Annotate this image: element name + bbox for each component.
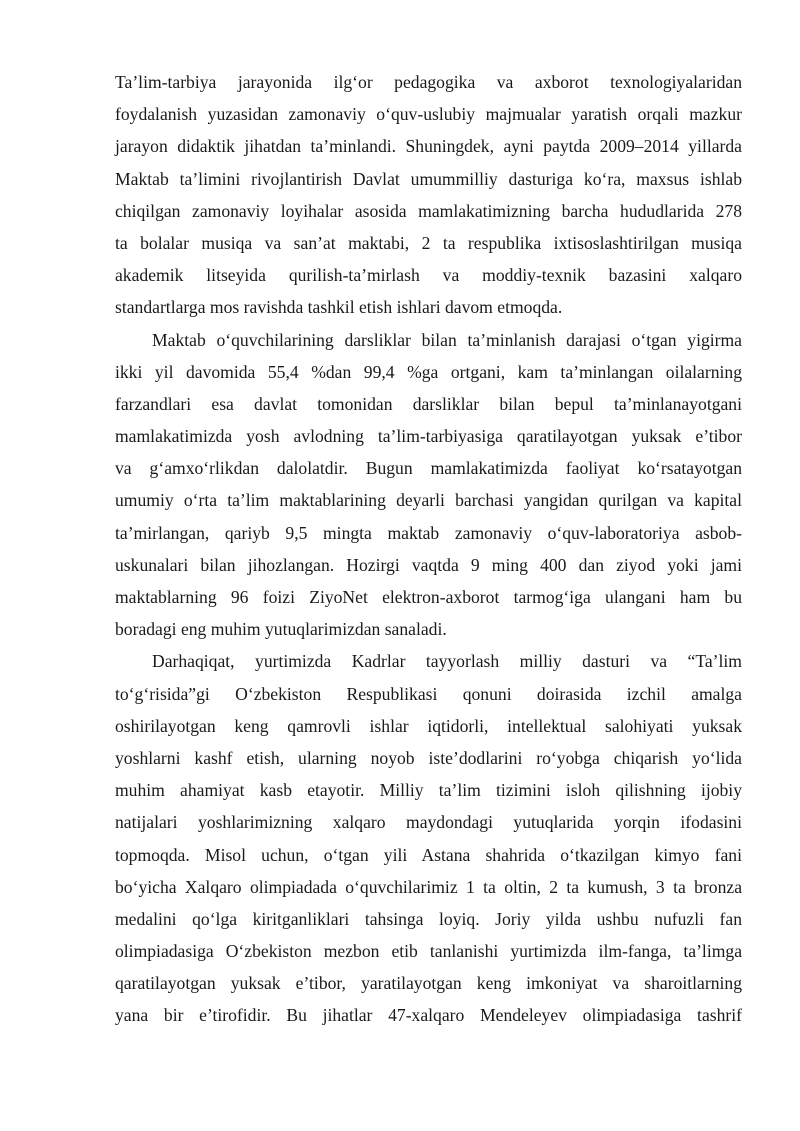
text-line: Darhaqiqat, yurtimizda Kadrlar tayyorlash milliy dasturi va “Ta’lim <box>152 651 742 672</box>
paragraph <box>115 324 742 646</box>
text-line: Ta’lim-tarbiya jarayonida ilg‘or pedagogika va axborot texnologiyalaridan <box>115 72 742 92</box>
text-line: olimpiadasiga O‘zbekiston mezbon etib tanlanishi yurtimizda ilm-fanga, ta’limga <box>115 941 742 962</box>
text-line: to‘g‘risida”gi O‘zbekiston Respublikasi qonuni doirasida izchil amalga <box>115 683 742 704</box>
text-line: uskunalari bilan jihozlangan. Hozirgi vaqtda 9 ming 400 dan ziyod yoki jami <box>115 554 742 575</box>
text-line: yana bir e’tirofidir. Bu jihatlar 47-xalqaro Mendeleyev olimpiadasiga tashrif <box>115 1005 742 1026</box>
text-line: natijalari yoshlarimizning xalqaro maydondagi yutuqlarida yorqin ifodasini <box>115 812 742 833</box>
text-line: Maktab ta’limini rivojlantirish Davlat umummilliy dasturiga ko‘ra, maxsus ishlab <box>115 168 742 189</box>
text-line: va g‘amxo‘rlikdan dalolatdir. Bugun mamlakatimizda faoliyat ko‘rsatayotgan <box>115 458 742 479</box>
text-line: muhim ahamiyat kasb etayotir. Milliy ta’lim tizimini isloh qilishning ijobiy <box>115 780 742 801</box>
text-line: mamlakatimizda yosh avlodning ta’lim-tarbiyasiga qaratilayotgan yuksak e’tibor <box>115 426 742 447</box>
text-line: ta’mirlangan, qariyb 9,5 mingta maktab zamonaviy o‘quv-laboratoriya asbob- <box>115 522 742 543</box>
text-line: qaratilayotgan yuksak e’tibor, yaratilayotgan keng imkoniyat va sharoitlarning <box>115 973 742 994</box>
text-line: Maktab o‘quvchilarining darsliklar bilan ta’minlanish darajasi o‘tgan yigirma <box>152 329 742 350</box>
text-line: medalini qo‘lga kiritganliklari tahsinga loyiq. Joriy yilda ushbu nufuzli fan <box>115 908 742 929</box>
paragraph <box>115 645 742 1031</box>
text-line: ta bolalar musiqa va san’at maktabi, 2 ta respublika ixtisoslashtirilgan musiqa <box>115 232 742 253</box>
text-line: maktablarning 96 foizi ZiyoNet elektron-axborot tarmog‘iga ulangani ham bu <box>115 587 742 607</box>
document-page <box>115 66 742 1032</box>
text-line: yoshlarni kashf etish, ularning noyob iste’dodlarini ro‘yobga chiqarish yo‘lida <box>115 747 742 768</box>
text-line: bo‘yicha Xalqaro olimpiadada o‘quvchilarimiz 1 ta oltin, 2 ta kumush, 3 ta bronza <box>115 876 742 897</box>
text-line: jarayon didaktik jihatdan ta’minlandi. Shuningdek, ayni paytda 2009–2014 yillarda <box>115 136 742 157</box>
text-line: akademik litseyida qurilish-ta’mirlash va moddiy-texnik bazasini xalqaro <box>115 265 742 286</box>
text-line: chiqilgan zamonaviy loyihalar asosida mamlakatimizning barcha hududlarida 278 <box>115 200 742 221</box>
text-line: standartlarga mos ravishda tashkil etish ishlari davom etmoqda. <box>115 297 563 318</box>
text-line: boradagi eng muhim yutuqlarimizdan sanaladi. <box>115 619 447 640</box>
text-line: umumiy o‘rta ta’lim maktablarining deyarli barchasi yangidan qurilgan va kapital <box>115 490 742 511</box>
paragraph <box>115 66 742 324</box>
text-line: oshirilayotgan keng qamrovli ishlar iqtidorli, intellektual salohiyati yuksak <box>115 715 742 736</box>
text-line: topmoqda. Misol uchun, o‘tgan yili Astana shahrida o‘tkazilgan kimyo fani <box>115 844 742 865</box>
text-line: ikki yil davomida 55,4 %dan 99,4 %ga ortgani, kam ta’minlangan oilalarning <box>115 361 742 382</box>
text-line: foydalanish yuzasidan zamonaviy o‘quv-uslubiy majmualar yaratish orqali mazkur <box>115 104 742 125</box>
text-line: farzandlari esa davlat tomonidan darsliklar bilan bepul ta’minlanayotgani <box>115 393 742 414</box>
